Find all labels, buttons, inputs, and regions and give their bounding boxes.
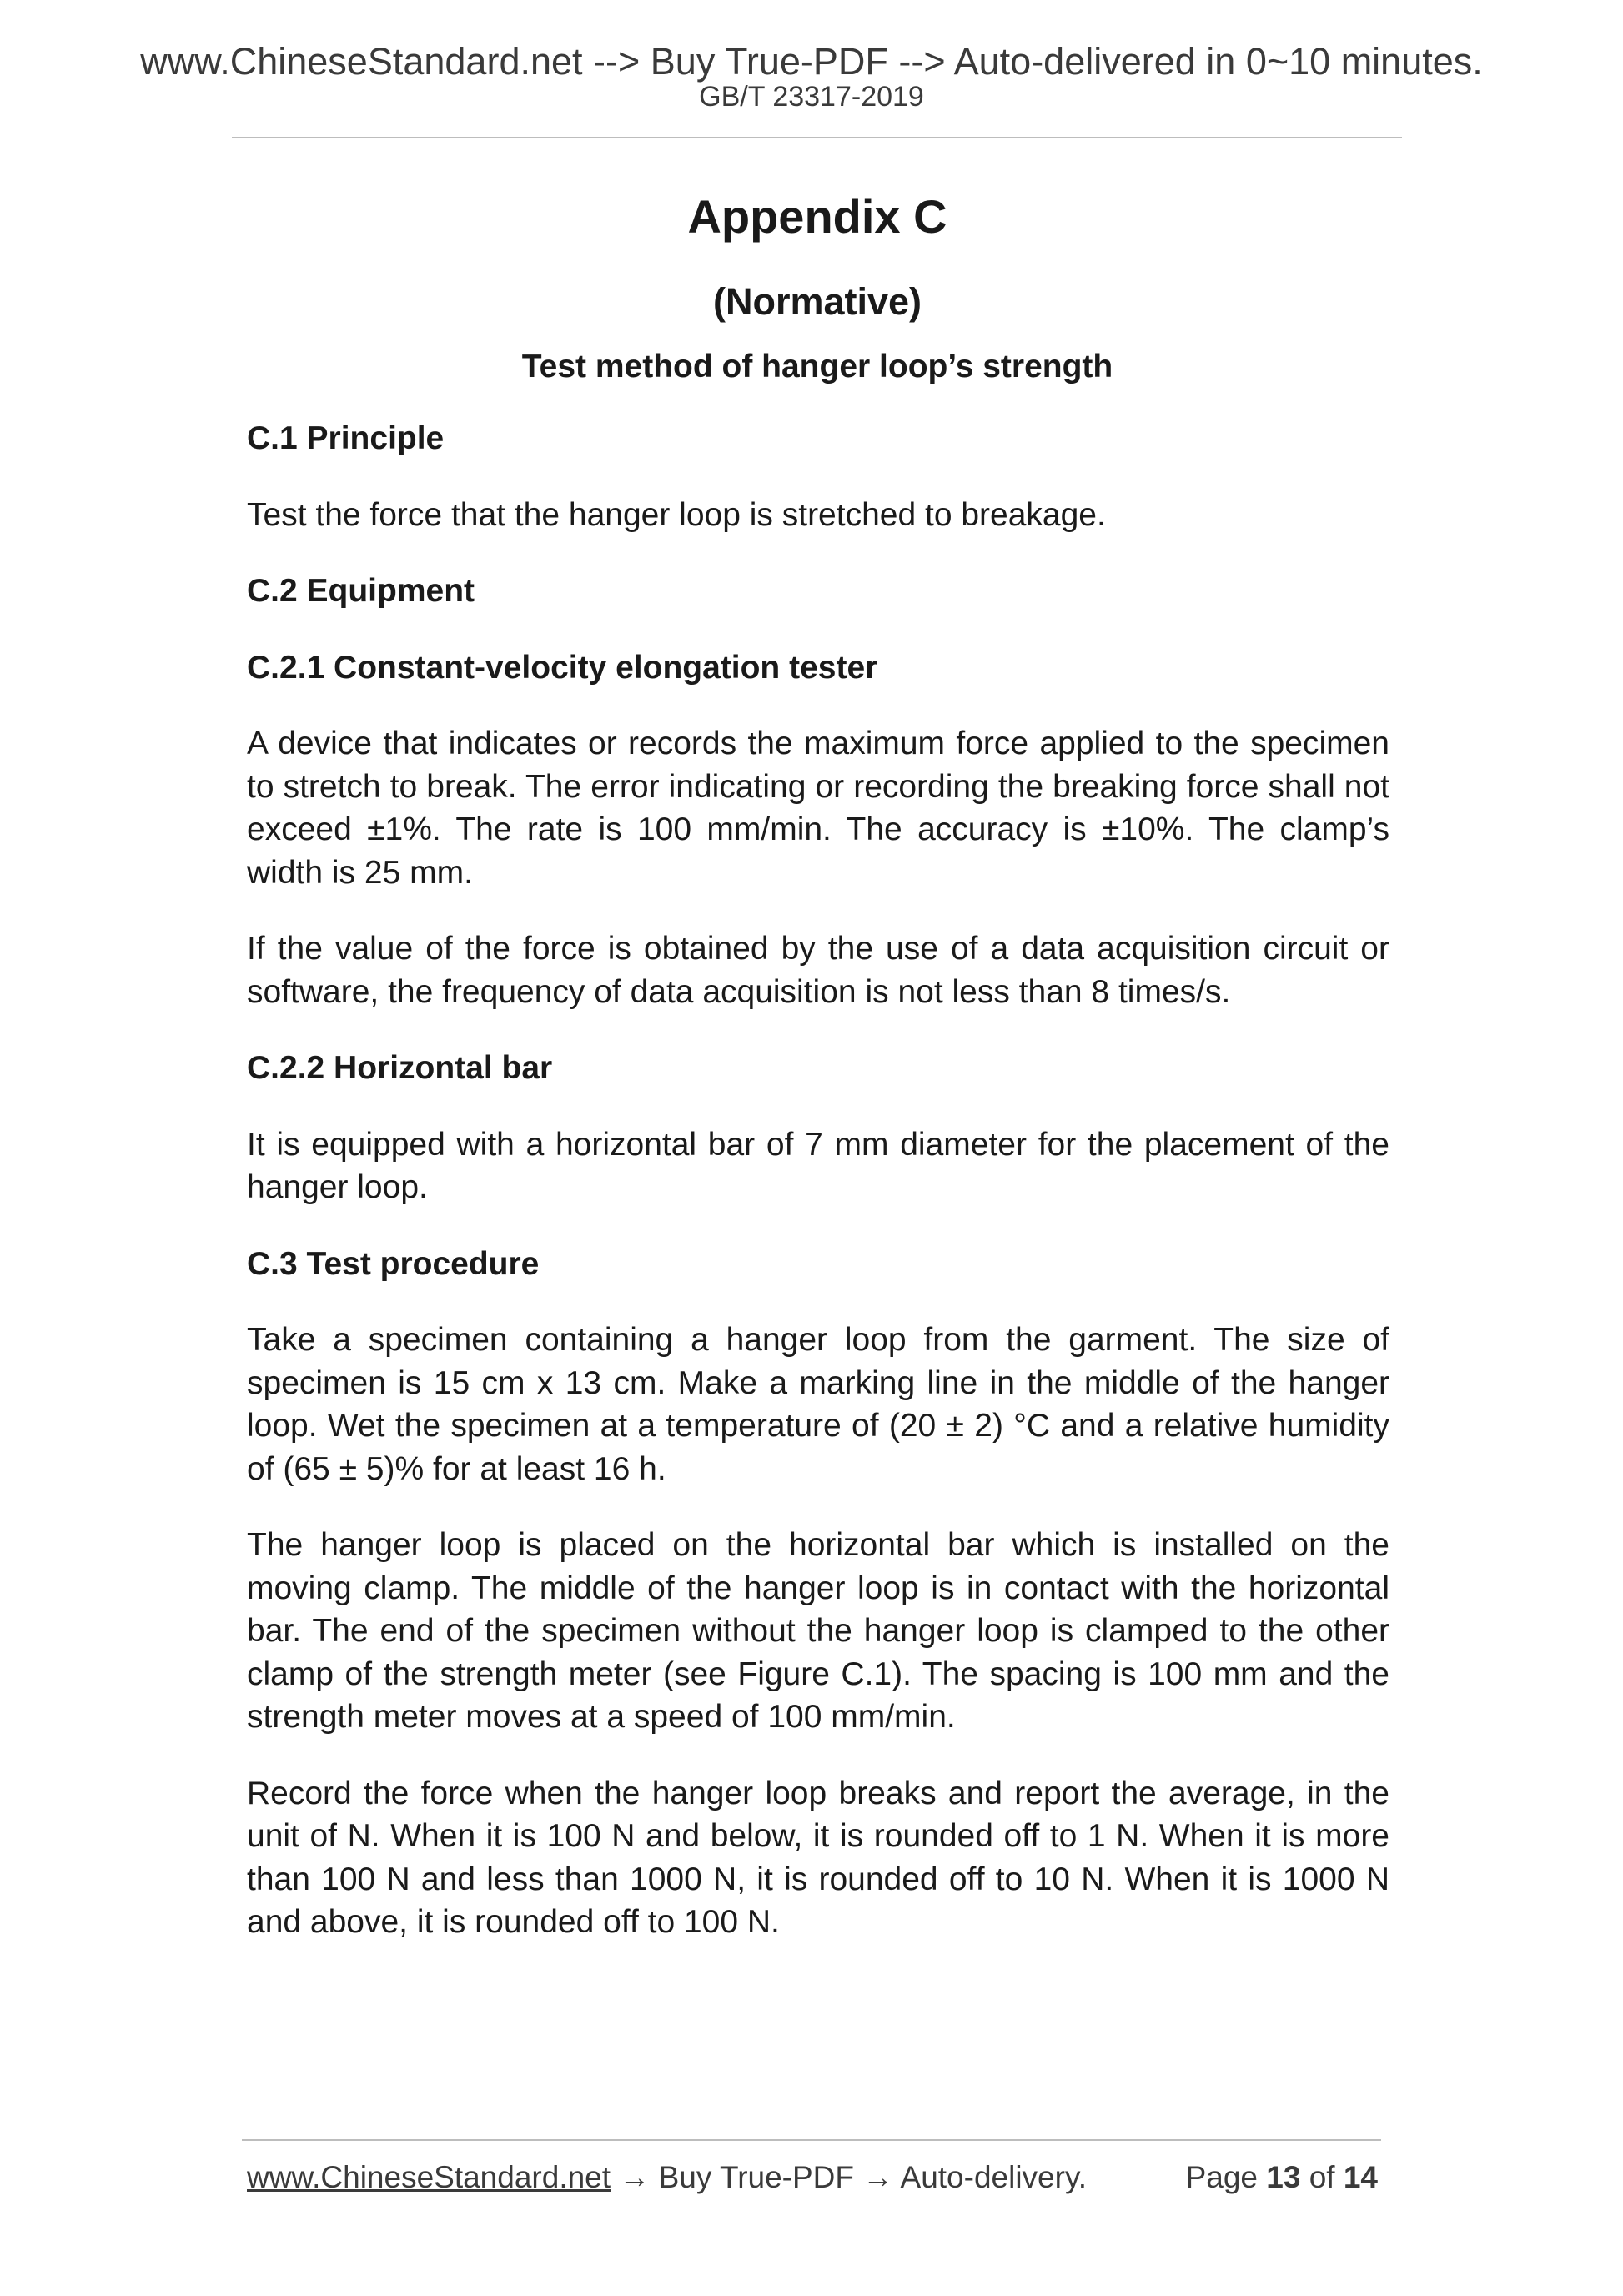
- appendix-subtitle: Test method of hanger loop’s strength: [521, 349, 1113, 384]
- paragraph-c1-principle: Test the force that the hanger loop is stretched to breakage.: [247, 496, 1106, 533]
- footer-tagline: → Buy True-PDF → Auto-delivery.: [611, 2160, 1087, 2194]
- header-banner: www.ChineseStandard.net --> Buy True-PDF --> Auto-delivered in 0~10 minutes.: [140, 40, 1483, 83]
- document-body: [247, 417, 1389, 1977]
- document-code: GB/T 23317-2019: [699, 81, 924, 113]
- section-heading-c2: C.2 Equipment: [247, 573, 475, 609]
- page-word: Page: [1185, 2160, 1258, 2194]
- header-divider: [232, 137, 1402, 138]
- paragraph-c3-record: Record the force when the hanger loop breaks and report the average, in the unit of N. When it is 100 N and below, it is rounded off to 1 N. When it is more than 100 N and less than 1000 N, it is rounded off to 10 N. When it is 1000 N and above, it is rounded off to 100 N.: [247, 1775, 1389, 1940]
- paragraph-c2-1-device: A device that indicates or records the maximum force applied to the specimen to stretch to break. The error indicating or recording the breaking force shall not exceed ±1%. The rate is 100 mm/min. The accuracy is ±10%. The clamp’s width is 25 mm.: [247, 726, 1389, 891]
- of-word: of: [1309, 2160, 1335, 2194]
- appendix-normative-label: (Normative): [712, 280, 922, 323]
- paragraph-c3-placement: The hanger loop is placed on the horizontal bar which is installed on the moving clamp. The middle of the hanger loop is in contact with the horizontal bar. The end of the specimen without the hanger loop is clamped to the other clamp of the strength meter (see Figure C.1). The spacing is 100 mm and the strength meter moves at a speed of 100 mm/min.: [247, 1527, 1389, 1735]
- page-total: 14: [1343, 2160, 1378, 2194]
- paragraph-c3-specimen: Take a specimen containing a hanger loop from the garment. The size of specimen is 15 cm x 13 cm. Make a marking line in the middle of the hanger loop. Wet the specimen at a temperature of (20 ± 2) °C and a relative humidity of (65 ± 5)% for at least 16 h.: [247, 1322, 1389, 1487]
- section-heading-c1: C.1 Principle: [247, 420, 445, 456]
- page-current: 13: [1266, 2160, 1301, 2194]
- footer-divider: [242, 2139, 1381, 2141]
- page-number: [1186, 2158, 1378, 2197]
- footer-left: [247, 2158, 1087, 2197]
- footer-website-link[interactable]: www.ChineseStandard.net: [247, 2160, 611, 2194]
- section-heading-c2-1: C.2.1 Constant-velocity elongation tester: [247, 649, 878, 686]
- paragraph-c2-2-horizontal-bar: It is equipped with a horizontal bar of 7 mm diameter for the placement of the hanger loop.: [247, 1126, 1389, 1205]
- appendix-title: Appendix C: [687, 190, 947, 243]
- section-heading-c2-2: C.2.2 Horizontal bar: [247, 1050, 553, 1086]
- section-heading-c3: C.3 Test procedure: [247, 1245, 540, 1282]
- paragraph-c2-1-data-acquisition: If the value of the force is obtained by the use of a data acquisition circuit or software, the frequency of data acquisition is not less than 8 times/s.: [247, 931, 1389, 1010]
